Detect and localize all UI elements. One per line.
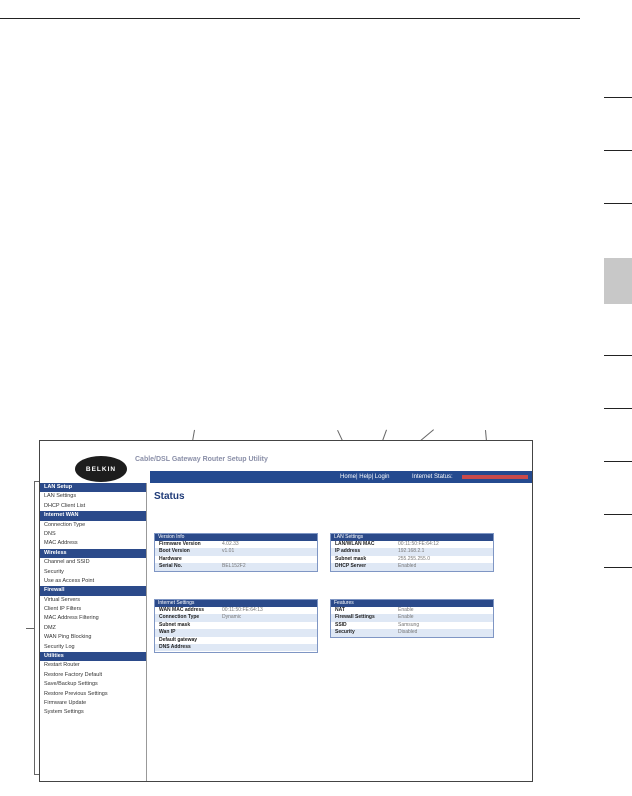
nav-item[interactable]: Save/Backup Settings <box>44 681 98 688</box>
panel-row <box>331 629 493 636</box>
panel-row-value: BEL152F2 <box>222 563 246 570</box>
panel-row <box>155 541 317 548</box>
panel-row-label: Subnet mask <box>159 621 191 628</box>
panel-row <box>331 622 493 629</box>
nav-item[interactable]: Security Log <box>44 643 75 650</box>
product-title: Cable/DSL Gateway Router Setup Utility <box>135 456 268 463</box>
panel-row <box>155 556 317 563</box>
panel-row-label: LAN/WLAN MAC <box>335 541 375 547</box>
panel-row <box>155 629 317 636</box>
main-content <box>150 483 532 781</box>
panel-row-label: IP address <box>335 548 361 555</box>
panel-row <box>331 556 493 563</box>
panel-row <box>155 644 317 651</box>
panel-row-value: 192.168.2.1 <box>398 548 425 555</box>
top-rule <box>0 18 580 19</box>
section-tab-9 <box>604 567 632 568</box>
nav-section-header: Internet WAN <box>40 511 146 520</box>
top-navigation-bar <box>150 471 532 483</box>
nav-item[interactable]: Channel and SSID <box>44 559 90 566</box>
panel-row <box>331 614 493 621</box>
panel-header: Features <box>331 600 493 607</box>
panel-row-label: Firewall Settings <box>335 614 375 621</box>
panel-row-value: v1.01 <box>222 548 235 555</box>
panel-row-value: Enabled <box>398 563 417 570</box>
panel-row <box>155 607 317 614</box>
panel-row <box>331 548 493 555</box>
panel-row-value: 255.255.255.0 <box>398 555 430 562</box>
panel-row-value: 00:11:50:FE:64:13 <box>222 607 263 613</box>
panel-row <box>155 622 317 629</box>
panel-row-label: Default gateway <box>159 636 198 643</box>
panel-row-label: DNS Address <box>159 643 191 650</box>
panel-row <box>331 541 493 548</box>
nav-item[interactable]: MAC Address Filtering <box>44 615 99 622</box>
section-tab-1 <box>604 97 632 98</box>
nav-item[interactable]: Connection Type <box>44 521 86 528</box>
panel-row <box>155 548 317 555</box>
internet-status-indicator <box>462 475 528 479</box>
internet-settings-panel <box>154 599 318 653</box>
panel-row-value: Enable <box>398 614 414 621</box>
panel-row-label: Security <box>335 629 355 636</box>
panel-row <box>155 614 317 621</box>
nav-item[interactable]: Restore Factory Default <box>44 671 103 678</box>
nav-section-header: LAN Setup <box>40 483 146 492</box>
panel-row-label: Firmware Version <box>159 541 201 547</box>
nav-section-header: Utilities <box>40 652 146 661</box>
features-panel <box>330 599 494 638</box>
nav-item[interactable]: WAN Ping Blocking <box>44 634 92 641</box>
version-info-panel <box>154 533 318 572</box>
panel-row-label: Serial No. <box>159 563 183 570</box>
section-tab-5 <box>604 355 632 356</box>
panel-row-label: DHCP Server <box>335 563 367 570</box>
top-links[interactable]: Home| Help| Login <box>340 474 390 480</box>
internet-status-label: Internet Status: <box>412 474 453 480</box>
nav-item[interactable]: Client IP Filters <box>44 606 82 613</box>
panel-row-value: Samsung <box>398 621 420 628</box>
nav-section-header: Firewall <box>40 586 146 595</box>
panel-header: LAN Settings <box>331 534 493 541</box>
router-ui-screenshot <box>39 440 533 782</box>
nav-item[interactable]: DNS <box>44 530 56 537</box>
section-tab-7 <box>604 461 632 462</box>
panel-row <box>331 563 493 570</box>
nav-item[interactable]: Firmware Update <box>44 699 87 706</box>
panel-row <box>155 563 317 570</box>
panel-row-label: WAN MAC address <box>159 607 205 613</box>
nav-item[interactable]: System Settings <box>44 709 84 716</box>
panel-row-value: 00:11:50:FE:64:12 <box>398 541 439 547</box>
belkin-logo: BELKIN <box>75 456 127 482</box>
panel-row-label: Wan IP <box>159 629 176 636</box>
section-tab-3 <box>604 203 632 204</box>
bracket-nav-tick <box>26 628 34 629</box>
panel-row-value: Enable <box>398 607 414 613</box>
panel-header: Version Info <box>155 534 317 541</box>
nav-item[interactable]: Restart Router <box>44 662 80 669</box>
nav-item[interactable]: DMZ <box>44 624 56 631</box>
page-title: Status <box>154 491 185 502</box>
nav-item[interactable]: LAN Settings <box>44 493 77 500</box>
section-tab-6 <box>604 408 632 409</box>
panel-row-value: Dynamic <box>222 614 242 621</box>
nav-item[interactable]: Use as Access Point <box>44 577 95 584</box>
panel-row-label: Subnet mask <box>335 555 367 562</box>
section-tab-active <box>604 258 632 304</box>
panel-row-label: SSID <box>335 621 347 628</box>
panel-row-value: Disabled <box>398 629 418 636</box>
panel-row-label: NAT <box>335 607 345 613</box>
nav-item[interactable]: Restore Previous Settings <box>44 690 108 697</box>
nav-item[interactable]: MAC Address <box>44 540 78 547</box>
panel-header: Internet Settings <box>155 600 317 607</box>
nav-item[interactable]: DHCP Client List <box>44 502 86 509</box>
sidebar-navigation <box>40 483 147 781</box>
nav-section-header: Wireless <box>40 549 146 558</box>
panel-row <box>155 637 317 644</box>
panel-row-value: 4.02.33 <box>222 541 239 547</box>
nav-item[interactable]: Virtual Servers <box>44 596 80 603</box>
panel-row-label: Hardware <box>159 555 182 562</box>
panel-row-label: Boot Version <box>159 548 190 555</box>
panel-row-label: Connection Type <box>159 614 200 621</box>
panel-row <box>331 607 493 614</box>
lan-settings-panel <box>330 533 494 572</box>
section-tab-8 <box>604 514 632 515</box>
section-tab-2 <box>604 150 632 151</box>
nav-item[interactable]: Security <box>44 568 64 575</box>
